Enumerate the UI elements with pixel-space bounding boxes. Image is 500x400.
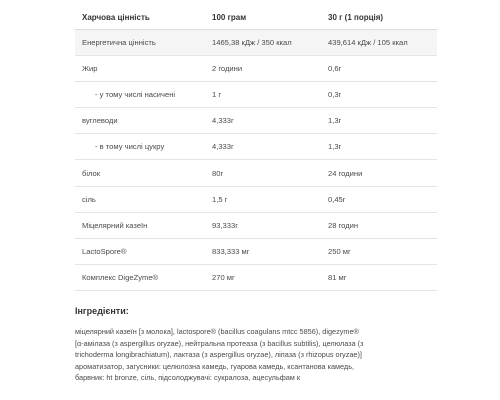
table-row: [75, 264, 437, 290]
row-name: вуглеводи: [75, 108, 205, 134]
table-row: [75, 82, 437, 108]
header-per-100g: 100 грам: [205, 6, 321, 30]
row-per-100g: 1,5 г: [205, 186, 321, 212]
row-name: - в тому числі цукру: [75, 134, 205, 160]
row-per-100g: 1465,38 кДж / 350 ккал: [205, 30, 321, 56]
ingredients-line: ароматизатор, загусники: целюлозна камедь, гуарова камедь, ксантанова камедь,: [75, 361, 355, 371]
row-per-100g: 2 години: [205, 56, 321, 82]
row-name: LactoSpore®: [75, 238, 205, 264]
nutrition-table: [75, 6, 437, 291]
row-per-serving: 250 мг: [321, 238, 437, 264]
table-row: [75, 108, 437, 134]
ingredients-line: міцелярний казеїн [з молока], lactospore® (bacillus coagulans mtcc 5856), digezyme®: [75, 327, 359, 336]
row-name: Жир: [75, 56, 205, 82]
row-per-serving: 28 годин: [321, 212, 437, 238]
row-per-serving: 0,6г: [321, 56, 437, 82]
row-per-100g: 4,333г: [205, 108, 321, 134]
table-row: [75, 56, 437, 82]
row-name: білок: [75, 160, 205, 186]
table-row: [75, 212, 437, 238]
row-per-100g: 833,333 мг: [205, 238, 321, 264]
ingredients-line: барвник: ht bronze, сіль, підсолоджувачі: сукралоза, ацесульфам к: [75, 373, 301, 383]
row-per-100g: 270 мг: [205, 264, 321, 290]
row-per-100g: 1 г: [205, 82, 321, 108]
table-row: [75, 238, 437, 264]
row-per-serving: 1,3г: [321, 134, 437, 160]
row-name: - у тому числі насичені: [75, 82, 205, 108]
row-per-serving: 81 мг: [321, 264, 437, 290]
table-row: [75, 30, 437, 56]
header-nutrition-value: Харчова цінність: [75, 6, 205, 30]
row-per-100g: 93,333г: [205, 212, 321, 238]
table-row: [75, 134, 437, 160]
table-row: [75, 186, 437, 212]
table-header-row: [75, 6, 437, 30]
row-per-serving: 439,614 кДж / 105 ккал: [321, 30, 437, 56]
row-per-serving: 0,45г: [321, 186, 437, 212]
row-name: Комплекс DigeZyme®: [75, 264, 205, 290]
row-name: Міцелярний казеїн: [75, 212, 205, 238]
row-name: Енергетична цінність: [75, 30, 205, 56]
header-per-serving: 30 г (1 порція): [321, 6, 437, 30]
row-per-serving: 1,3г: [321, 108, 437, 134]
ingredients-line: trichoderma longibrachiatum), лактаза (з aspergillus oryzae), ліпаза (з rhizopus oryzae)]: [75, 350, 362, 360]
ingredients-title: Інгредієнти:: [75, 306, 129, 316]
table-row: [75, 160, 437, 186]
ingredients-text: [75, 326, 441, 384]
row-per-100g: 4,333г: [205, 134, 321, 160]
ingredients-line: [α-амілаза (з aspergillus oryzae), нейтральна протеаза (з bacillus subtilis), целюлаза (з: [75, 338, 364, 348]
row-per-serving: 24 години: [321, 160, 437, 186]
row-per-100g: 80г: [205, 160, 321, 186]
row-name: сіль: [75, 186, 205, 212]
row-per-serving: 0,3г: [321, 82, 437, 108]
